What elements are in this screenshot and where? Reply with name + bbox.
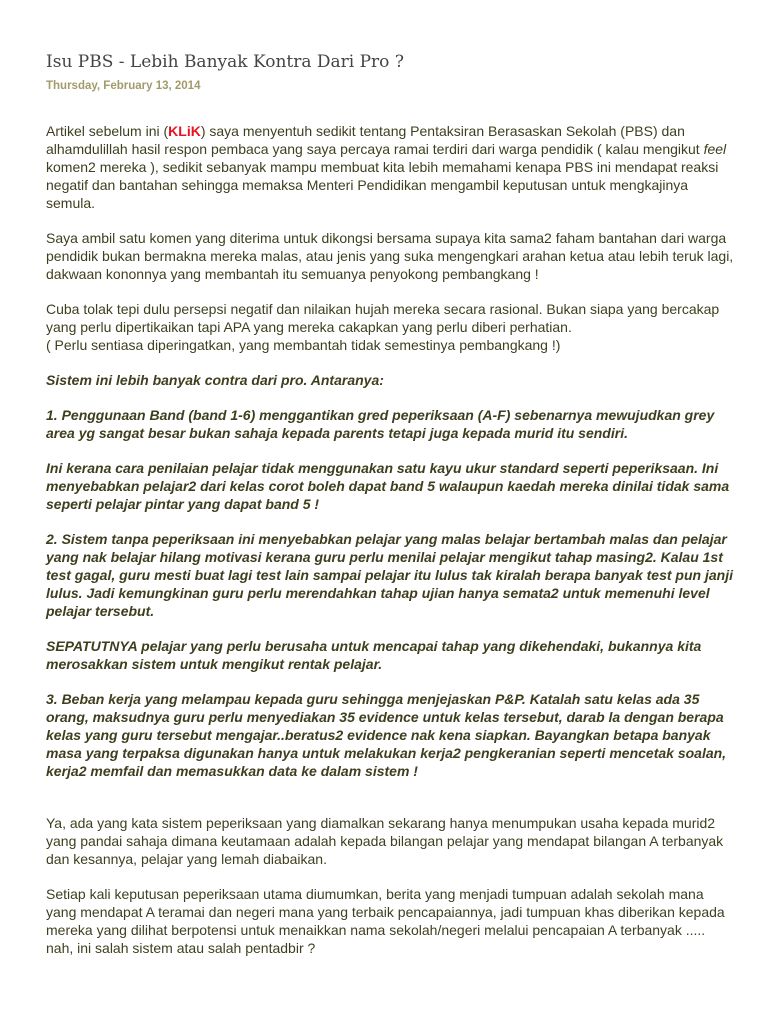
klik-link[interactable]: KLiK (168, 123, 201, 139)
persepsi-line: Cuba tolak tepi dulu persepsi negatif dan nilaikan hujah mereka secara rasional. Bukan siapa yang bercakap yang perlu dipertikaikan tapi APA yang mereka cakapkan yang perlu diberi perhatian. (46, 301, 720, 335)
paragraph-setiap: Setiap kali keputusan peperiksaan utama diumumkan, berita yang menjadi tumpuan adalah sekolah mana yang mendapat A teramai dan negeri mana yang terbaik pencapaiannya, jadi tumpuan khas diberikan kepada mereka yang dilihat berpotensi untuk menaikkan nama sekolah/negeri melalui pencapaian A terbanyak ..... nah, ini salah sistem atau salah pentadbir ? (46, 886, 725, 956)
quote-point-1b: Ini kerana cara penilaian pelajar tidak menggunakan satu kayu ukur standard seperti peperiksaan. Ini menyebabkan pelajar2 dari kelas corot boleh dapat band 5 walaupun kaedah mereka dinilai tidak sama seperti pelajar pintar yang dapat band 5 ! (46, 460, 730, 512)
intro-text-end: komen2 mereka ), sedikit sebanyak mampu membuat kita lebih memahami kenapa PBS ini mendapat reaksi negatif dan bantahan sehingga memaksa Menteri Pendidikan mengambil keputusan untuk mengkajinya semula. (46, 159, 719, 211)
quote-point-2: 2. Sistem tanpa peperiksaan ini menyebabkan pelajar yang malas belajar bertambah malas dan pelajar yang nak belajar hilang motivasi kerana guru perlu menilai pelajar mengikut tahap masing2. Kalau 1st test gagal, guru mesti buat lagi test lain sampai pelajar itu lulus tak kiralah berapa banyak test pun janji lulus. Jadi kemungkinan guru perlu merendahkan tahap ujian hanya semata2 untuk memenuhi level pelajar tersebut. (46, 531, 733, 619)
reminder-line: ( Perlu sentiasa diperingatkan, yang membantah tidak semestinya pembangkang !) (46, 337, 561, 353)
quote-point-3: 3. Beban kerja yang melampau kepada guru sehingga menjejaskan P&P. Katalah satu kelas ada 35 orang, maksudnya guru perlu menyediakan 35 evidence untuk kelas tersebut, darab la dengan berapa kelas yang guru tersebut mengajar..beratus2 evidence nak kena siapkan. Bayangkan betapa banyak masa yang terpaksa digunakan hanya untuk melakukan kerja2 pengkeranian seperti mencetak soalan, kerja2 memfail dan memasukkan data ke dalam sistem ! (46, 691, 727, 779)
intro-text-middle: ) saya menyentuh sedikit tentang Pentaksiran Berasaskan Sekolah (PBS) dan alhamdulillah hasil respon pembaca yang saya percaya ramai terdiri dari warga pendidik ( kalau mengikut (46, 123, 704, 157)
post-body (46, 122, 736, 974)
paragraph-persepsi (46, 300, 736, 354)
post-date: Thursday, February 13, 2014 (46, 80, 201, 92)
post-title[interactable]: Isu PBS - Lebih Banyak Kontra Dari Pro ? (46, 52, 404, 72)
quote-intro: Sistem ini lebih banyak contra dari pro. Antaranya: (46, 372, 384, 388)
quote-point-2b: SEPATUTNYA pelajar yang perlu berusaha untuk mencapai tahap yang dikehendaki, bukannya kita merosakkan sistem untuk mengikut rentak pelajar. (46, 638, 702, 672)
quote-point-1: 1. Penggunaan Band (band 1-6) menggantikan gred peperiksaan (A-F) sebenarnya mewujudkan grey area yg sangat besar bukan sahaja kepada parents tetapi juga kepada murid itu sendiri. (46, 407, 715, 441)
feel-word: feel (703, 141, 727, 157)
paragraph-ya: Ya, ada yang kata sistem peperiksaan yang diamalkan sekarang hanya menumpukan usaha kepada murid2 yang pandai sahaja dimana keutamaan adalah kepada bilangan pelajar yang mendapat bilangan A terbanyak dan kesannya, pelajar yang lemah diabaikan. (46, 815, 724, 867)
intro-text-start: Artikel sebelum ini ( (46, 123, 169, 139)
paragraph-intro (46, 122, 736, 212)
paragraph-comment: Saya ambil satu komen yang diterima untuk dikongsi bersama supaya kita sama2 faham bantahan dari warga pendidik bukan bermakna mereka malas, atau jenis yang suka mengengkari arahan ketua atau lebih teruk lagi, dakwaan kononnya yang membantah itu semuanya penyokong pembangkang ! (46, 230, 734, 282)
